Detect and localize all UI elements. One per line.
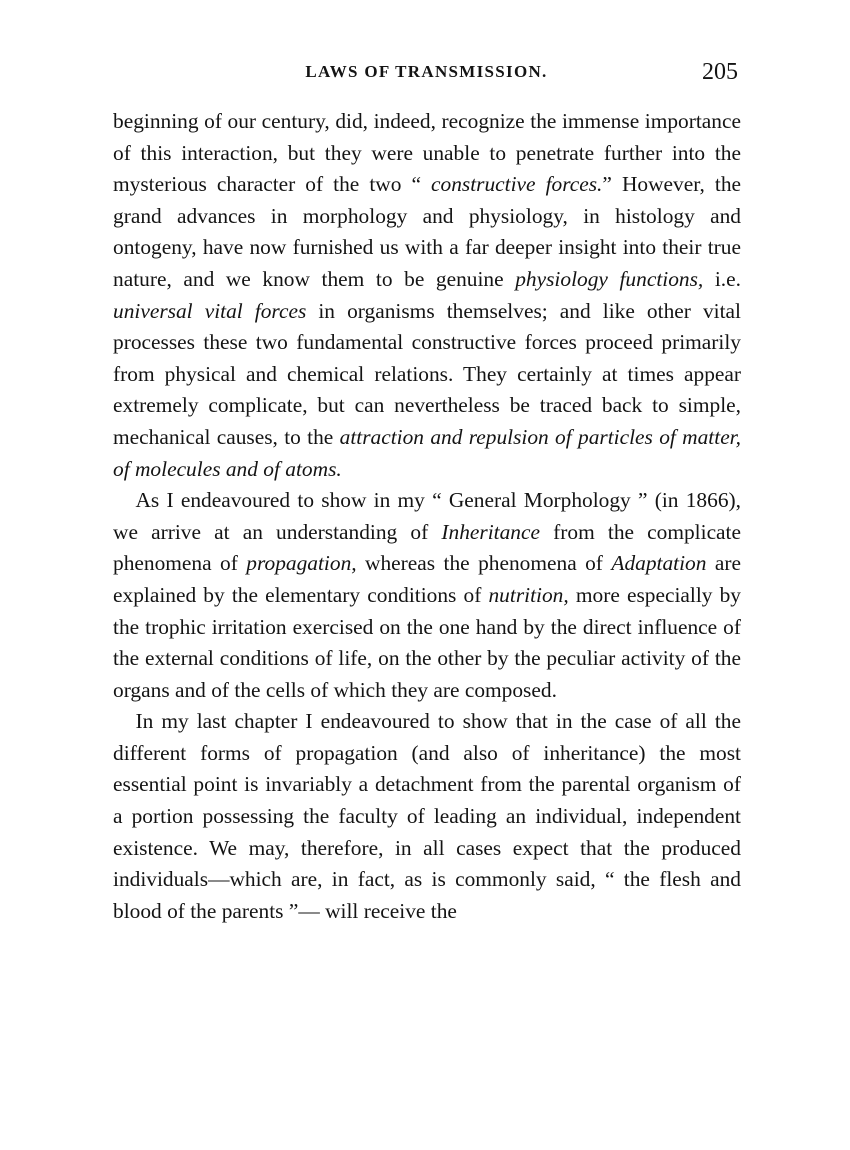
text-run: from the complicate phenomena of (113, 519, 741, 576)
text-run: more especially by the trophic irritation exercised on the one hand by the direct influence of the external conditions of life, on the other by the peculiar activity of the organs and of the cells of which they are composed. (113, 582, 742, 702)
text-run: are explained by the elementary conditions of (113, 551, 741, 607)
page-number: 205 (702, 59, 738, 85)
text-run: ” However, the grand advances in morphology and physiology, in histology and ontogeny, have now furnished us with a far deeper insight into their true nature, and we know them to be genuine (113, 172, 742, 291)
italic-run: Inheritance (441, 519, 540, 544)
italic-run: propagation, (246, 551, 357, 576)
text-run: In my last chapter I endeavoured to show that in the case of all the different forms of propagation (and also of inheritance) the most essential point is invariably a detachment from the parental organism of a portion possessing the faculty of leading an individual, independent existence. We may, therefore, in all cases expect that the produced individuals—which are, in fact, as is commonly said, “ the flesh and blood of the parents ”— will receive the (113, 709, 741, 923)
text-run: whereas the phenomena of (356, 551, 612, 576)
paragraph (113, 106, 741, 485)
running-title: LAWS OF TRANSMISSION. (305, 62, 548, 81)
italic-run: physiology functions, (515, 266, 704, 291)
italic-run: constructive forces. (431, 172, 603, 197)
italic-run: attraction and repulsion of particles of matter, of molecules and of atoms. (113, 424, 741, 481)
text-run: beginning of our century, did, indeed, recognize the immense importance of this interaction, but they were unable to penetrate further into the mysterious character of the two “ (113, 109, 741, 197)
text-run: in organisms themselves; and like other vital processes these two fundamental constructive forces proceed primarily from physical and chemical relations. They certainly at times appear extremely complicate, but can nevertheless be traced back to simple, mechanical causes, to the (113, 298, 741, 449)
italic-run: universal vital forces (113, 298, 307, 323)
paragraph (113, 485, 741, 706)
body-text (113, 106, 741, 927)
text-run: As I endeavoured to show in my “ General Morphology ” (in 1866), we arrive at an understanding of (113, 488, 741, 544)
running-head (113, 59, 740, 86)
italic-run: Adaptation (611, 551, 707, 576)
text-run: i.e. (703, 266, 741, 291)
italic-run: nutrition, (488, 582, 569, 607)
paragraph (113, 706, 741, 927)
